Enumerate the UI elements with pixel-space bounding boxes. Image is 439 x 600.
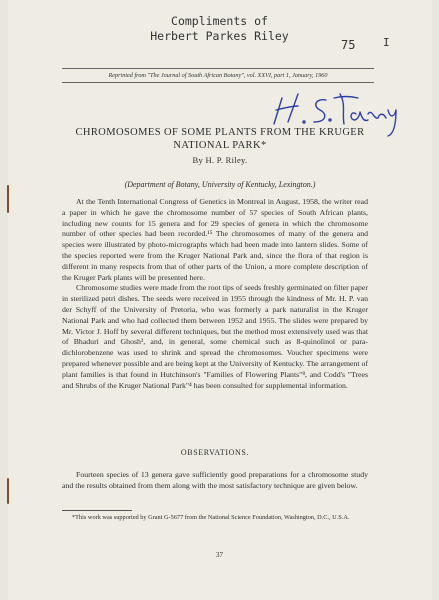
handwritten-number: 75 bbox=[341, 38, 356, 52]
header-rule-top bbox=[62, 68, 374, 69]
body-paragraph: At the Tenth International Congress of Genetics in Montreal in August, 1958, the writer read a paper in which he gave the chromosome number of 57 species of South African plants, including new counts for 15 genera and for 29 species of genera in which the chromosome number of other species had been recorded.¹⁵ The chromosomes of many of the genera and species were illustrated by photo-micrographs which had been made into lantern slides. Some of the species reported were from the Kruger National Park and, since the flora of that region is different in many respects from that of other parts of the Union, a more complete description of the Kruger Park plants will be presented here. bbox=[62, 197, 368, 282]
body-paragraph: Fourteen species of 13 genera gave sufficiently good preparations for a chromosome study and the results obtained from them along with the most satisfactory technique are given below. bbox=[62, 470, 368, 490]
handwritten-mark: I bbox=[383, 36, 390, 49]
footnote-text: *This work was supported by Grant G-5677 from the National Science Foundation, Washington, D.C., U.S.A. bbox=[72, 514, 350, 521]
page-number: 37 bbox=[216, 551, 223, 559]
body-paragraph: Chromosome studies were made from the root tips of seeds freshly germinated on filter paper in sterilized petri dishes. The seeds were received in 1955 through the kindness of Mr. H. P. van der Schyff of the University of Pretoria, who was formerly a park naturalist in the Kruger National Park and who had collected them between 1952 and 1955. The slides were prepared by Mr. Victor J. Hoff by several different techniques, but the method most extensively used was that of Bhaduri and Ghosh³, and, in general, some chemical such as 8-quinolinol or para-dichlorobenzene was used to shrink and spread the chromosomes. Voucher specimens were prepared whenever possible and are being kept at the University of Kentucky. The arrangement of plant families is that found in Hutchinson's "Families of Flowering Plants"⁸, and Codd's "Trees and Shrubs of the Kruger National Park"⁴ has been consulted for supplemental information. bbox=[62, 283, 368, 390]
article-title: CHROMOSOMES OF SOME PLANTS FROM THE KRUGER NATIONAL PARK* bbox=[75, 127, 365, 151]
section-heading: OBSERVATIONS. bbox=[180, 448, 250, 457]
footnote bbox=[62, 514, 368, 523]
article-body bbox=[62, 197, 368, 391]
author-line: By H. P. Riley. bbox=[192, 155, 248, 165]
observations-body bbox=[62, 470, 368, 492]
compliments-stamp bbox=[0, 14, 439, 44]
reprint-notice: Reprinted from "The Journal of South African Botany", vol. XXVI, part 1, January, 1960 bbox=[108, 72, 328, 79]
stamp-line-2: Herbert Parkes Riley bbox=[150, 29, 289, 43]
footnote-rule bbox=[62, 510, 132, 511]
binding-mark bbox=[7, 185, 9, 213]
department-line: (Department of Botany, University of Kentucky, Lexington.) bbox=[124, 180, 316, 189]
header-rule-bottom bbox=[62, 82, 374, 83]
binding-mark bbox=[7, 478, 9, 504]
stamp-line-1: Compliments of bbox=[171, 14, 268, 28]
